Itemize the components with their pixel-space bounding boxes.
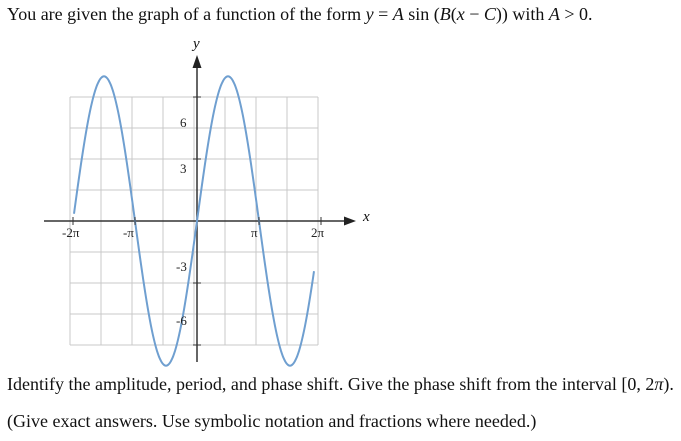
- y-tick-label: 3: [180, 161, 187, 176]
- problem-intro: You are given the graph of a function of the form y = A sin (B(x − C)) with A > 0.: [7, 4, 593, 24]
- y-tick-label: 6: [180, 115, 187, 130]
- x-axis-arrow: [344, 217, 356, 226]
- y-axis-arrow: [193, 55, 202, 68]
- graph-axes: [44, 55, 356, 362]
- x-tick-label: π: [251, 225, 258, 240]
- x-tick-label: 2π: [311, 225, 325, 240]
- y-axis-label: y: [193, 36, 200, 52]
- y-tick-label: -6: [176, 313, 187, 328]
- y-tick-label: -3: [176, 259, 187, 274]
- x-tick-label: -π: [123, 225, 134, 240]
- question-text: Identify the amplitude, period, and phase shift. Give the phase shift from the interval [0, 2π).: [7, 374, 674, 394]
- x-axis-label: x: [363, 209, 370, 225]
- instruction-text: (Give exact answers. Use symbolic notation and fractions where needed.): [7, 411, 537, 431]
- x-tick-label: -2π: [62, 225, 80, 240]
